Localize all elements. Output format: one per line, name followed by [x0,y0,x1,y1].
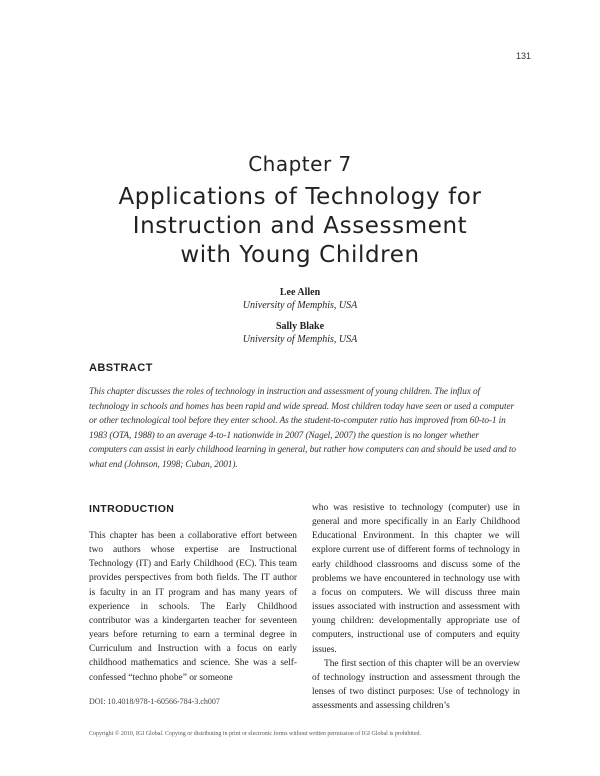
introduction-heading: INTRODUCTION [89,503,175,515]
page-number: 131 [515,51,531,61]
chapter-label: Chapter 7 [248,152,352,176]
author-name: Sally Blake [275,321,325,332]
body-paragraph: This chapter has been a collaborative effort between two authors whose expertise are Instructional Technology (IT) and Early Childhood (EC). This team provides perspectives from both fields. The IT author is faculty in an IT program and has many years of experience in schools. The Early Childhood contributor was a kindergarten teacher for seventeen years before returning to earn a terminal degree in Curriculum and Instruction with a focus on early childhood mathematics and science. She was a self-confessed “techno phobe” or someone [89,531,297,683]
author-block [0,320,600,346]
right-column [312,501,520,713]
abstract-text: This chapter discusses the roles of technology in instruction and assessment of young children. The influx of technology in schools and homes has been rapid and wide spread. Most children today have seen or used a computer or other technological tool before they enter school. As the student-to-computer ratio has improved from 60-to-1 in 1983 (OTA, 1988) to an average 4-to-1 nationwide in 2007 (Nagel, 2007) the question is no longer whether computers can assist in early childhood learning in general, but rather how computers can and should be used and to what end (Johnson, 1998; Cuban, 2001). [89,387,516,470]
chapter-title-line: with Young Children [180,242,420,268]
chapter-title-line: Instruction and Assessment [132,213,468,239]
author-name: Lee Allen [279,287,321,298]
left-column [89,529,297,685]
chapter-title-line: Applications of Technology for [118,184,482,210]
doi-line: DOI: 10.4018/978-1-60566-784-3.ch007 [89,697,220,706]
author-affiliation: University of Memphis, USA [242,300,358,311]
abstract-heading: ABSTRACT [89,362,153,374]
author-affiliation: University of Memphis, USA [242,334,358,345]
chapter-title [60,183,540,270]
copyright-notice: Copyright © 2010, IGI Global. Copying or distributing in print or electronic forms without written permission of IGI Global is prohibited. [89,731,422,737]
author-block [0,286,600,312]
body-paragraph: who was resistive to technology (computer) use in general and more specifically in an Early Childhood Educational Environment. In this chapter we will explore current use of different forms of technology in early childhood classrooms and discuss some of the problems we have encountered in technology use with a focus on computers. We will discuss three main issues associated with instruction and assessment with young children: developmentally appropriate use of computers, instructional use of computers and equity issues. [312,503,520,655]
body-paragraph: The first section of this chapter will be an overview of technology instruction and assessment through the lenses of two distinct purposes: Use of technology in assessments and assessing children’s [312,658,520,712]
